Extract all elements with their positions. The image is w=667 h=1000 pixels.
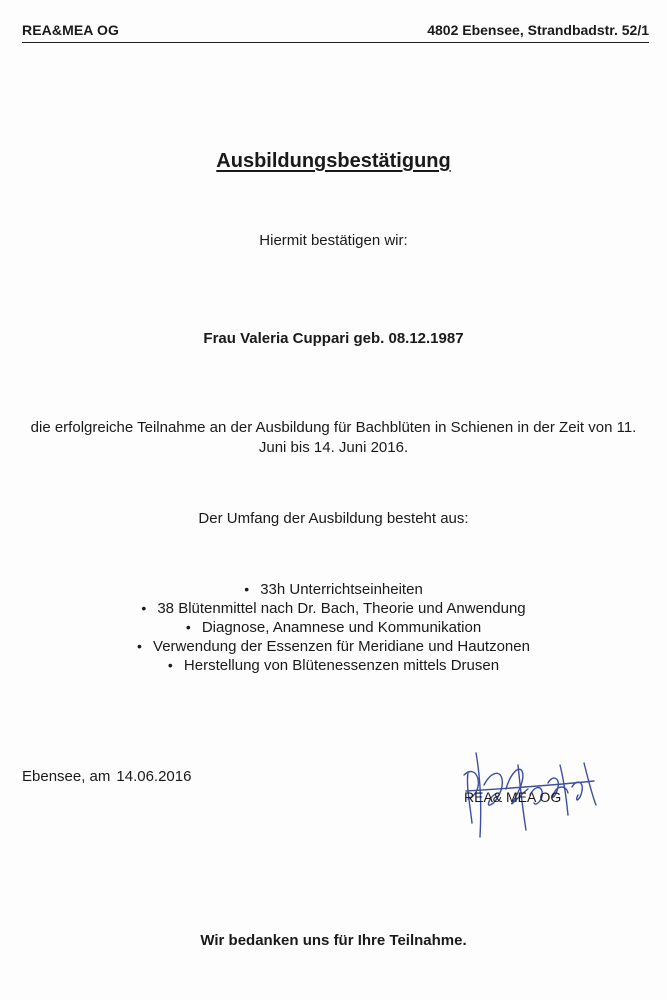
intro-text: Hiermit bestätigen wir: <box>259 232 408 249</box>
list-item <box>0 580 667 599</box>
bullet-icon: • <box>167 657 173 673</box>
place-text: Ebensee, am <box>22 768 111 785</box>
bullet-icon: • <box>141 600 147 616</box>
list-item <box>0 656 667 675</box>
topic-text: Diagnose, Anamnese und Kommunikation <box>201 619 482 636</box>
list-item <box>0 637 667 656</box>
bullet-icon: • <box>137 638 142 654</box>
topic-text: 33h Unterrichtseinheiten <box>260 581 423 598</box>
company-name: REA&MEA OG <box>22 22 119 38</box>
topic-list <box>0 580 667 675</box>
signature-block <box>456 745 606 840</box>
scope-intro: Der Umfang der Ausbildung besteht aus: <box>198 510 469 527</box>
participant-name: Frau Valeria Cuppari geb. 08.12.1987 <box>203 330 464 347</box>
participation-text: die erfolgreiche Teilnahme an der Ausbildung für Bachblüten in Schienen in der Zeit von 11. Juni bis 14. Juni 2016. <box>30 419 637 456</box>
signature-company: REA& MEA OG <box>464 789 562 805</box>
document-title: Ausbildungsbestätigung <box>216 150 451 172</box>
company-address: 4802 Ebensee, Strandbadstr. 52/1 <box>427 22 649 38</box>
place-date <box>22 768 191 785</box>
bullet-icon: • <box>244 581 250 597</box>
topic-text: 38 Blütenmittel nach Dr. Bach, Theorie und Anwendung <box>157 600 526 617</box>
list-item <box>0 618 667 637</box>
topic-text: Verwendung der Essenzen für Meridiane und Hautzonen <box>153 638 530 655</box>
letterhead <box>22 22 649 43</box>
date-text: 14.06.2016 <box>116 768 192 785</box>
bullet-icon: • <box>185 619 191 635</box>
topic-text: Herstellung von Blütenessenzen mittels Drusen <box>183 657 500 674</box>
list-item <box>0 599 667 618</box>
closing-thanks: Wir bedanken uns für Ihre Teilnahme. <box>200 932 467 949</box>
